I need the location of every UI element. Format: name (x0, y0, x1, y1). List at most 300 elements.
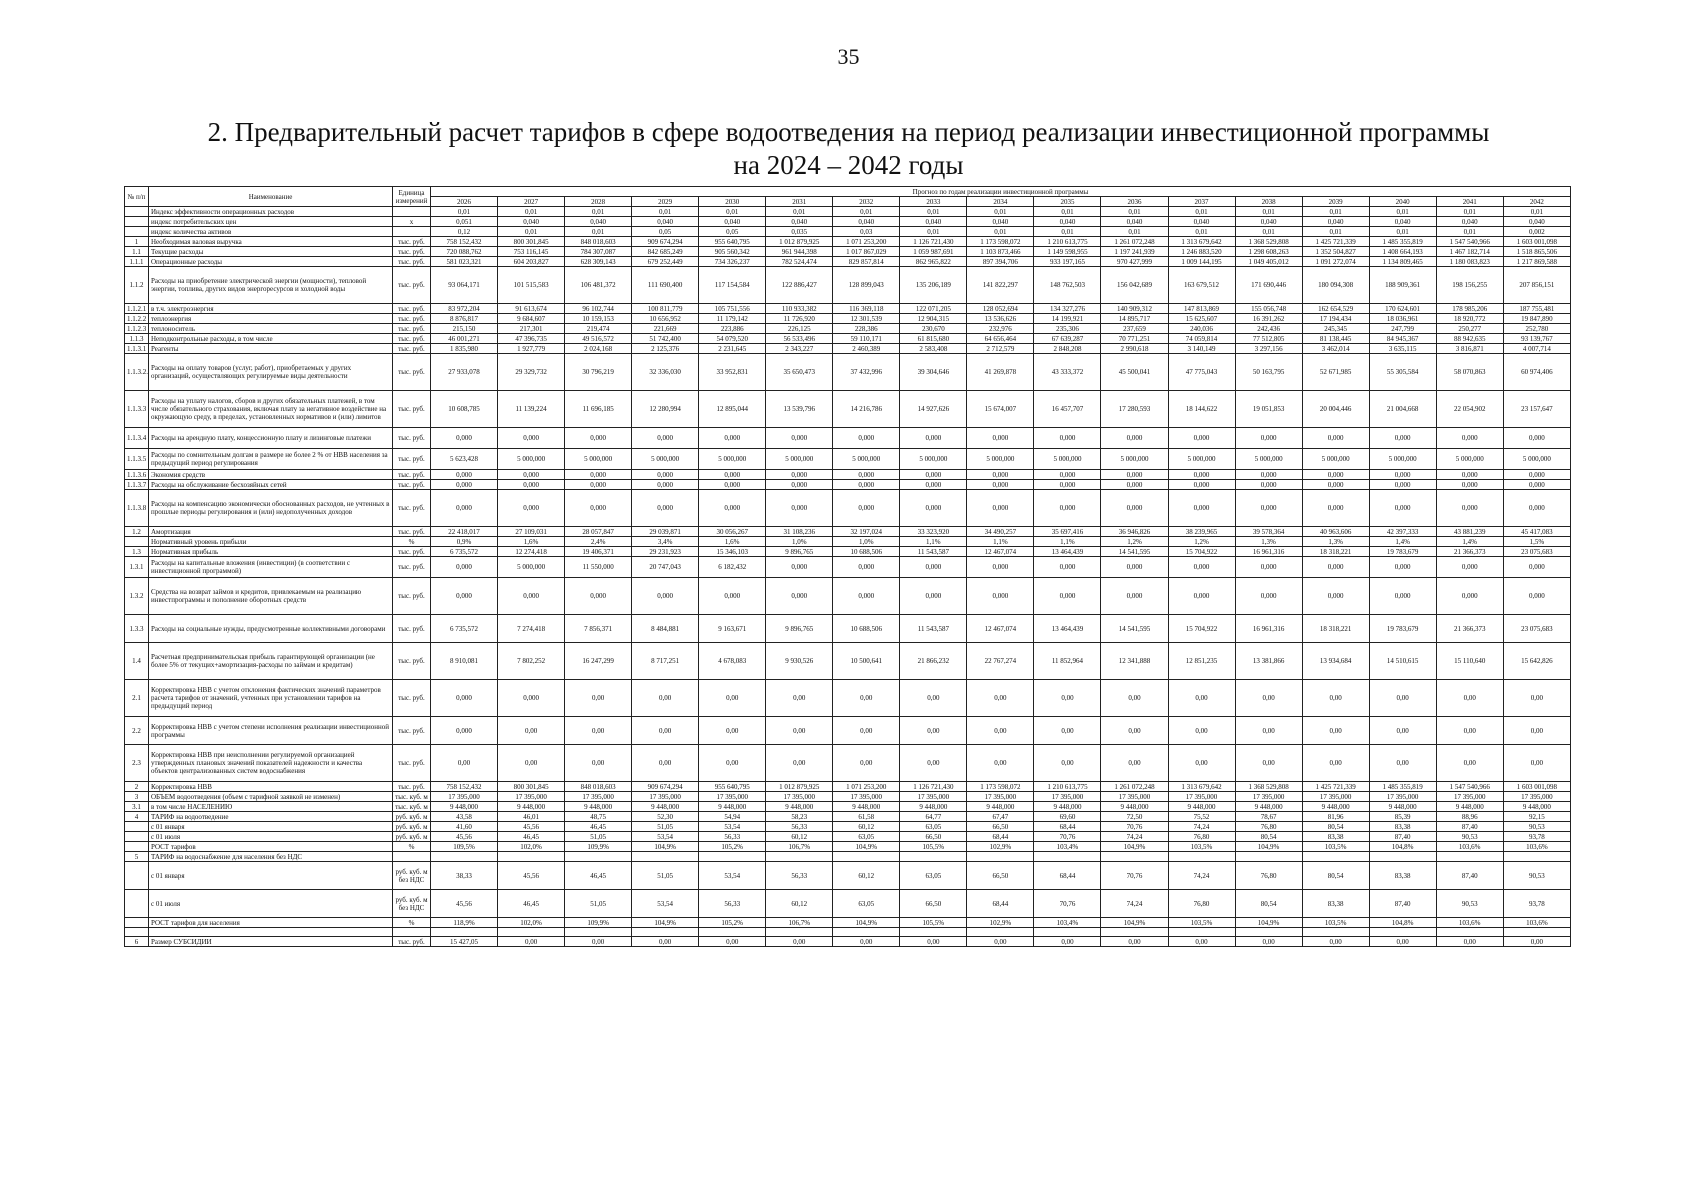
value-cell: 2,4% (565, 537, 632, 547)
table-row (125, 428, 1571, 449)
value-cell: 0,00 (1369, 745, 1436, 782)
row-unit: тыс. руб. (393, 480, 431, 490)
value-cell: 800 301,845 (498, 782, 565, 792)
value-cell: 66,50 (900, 890, 967, 918)
value-cell: 0,000 (498, 578, 565, 615)
value-cell: 9 448,000 (967, 802, 1034, 812)
value-cell: 0,000 (900, 428, 967, 449)
value-cell: 17 395,000 (766, 792, 833, 802)
value-cell (1235, 852, 1302, 862)
row-number (125, 207, 149, 217)
value-cell: 6 735,572 (431, 547, 498, 557)
row-number: 1.1.3.7 (125, 480, 149, 490)
value-cell: 0,000 (632, 490, 699, 527)
row-name: Амортизация (149, 527, 393, 537)
value-cell: 45,56 (431, 832, 498, 842)
value-cell: 15 642,826 (1503, 643, 1570, 680)
header-year: 2027 (498, 197, 565, 207)
row-unit (393, 227, 431, 237)
value-cell: 33 952,831 (699, 354, 766, 391)
value-cell: 0,01 (1101, 207, 1168, 217)
value-cell: 68,44 (967, 890, 1034, 918)
table-row (125, 822, 1571, 832)
value-cell: 0,01 (1034, 227, 1101, 237)
value-cell: 0,000 (565, 428, 632, 449)
row-name: Текущие расходы (149, 247, 393, 257)
value-cell: 0,000 (1034, 490, 1101, 527)
value-cell: 1 547 540,966 (1436, 782, 1503, 792)
value-cell: 1 217 869,588 (1503, 257, 1570, 267)
value-cell: 104,8% (1369, 918, 1436, 928)
value-cell: 21 866,232 (900, 643, 967, 680)
value-cell: 0,040 (766, 217, 833, 227)
row-number: 1.1.3.6 (125, 470, 149, 480)
value-cell: 22 418,017 (431, 527, 498, 537)
value-cell: 104,9% (833, 842, 900, 852)
value-cell: 0,000 (967, 490, 1034, 527)
value-cell: 10 159,153 (565, 314, 632, 324)
row-name: ОБЪЕМ водоотведения (объем с тарифной заявкой не изменен) (149, 792, 393, 802)
value-cell: 70,76 (1101, 822, 1168, 832)
value-cell: 0,00 (900, 745, 967, 782)
value-cell: 63,05 (833, 890, 900, 918)
row-name: Реагенты (149, 344, 393, 354)
value-cell (565, 928, 632, 937)
value-cell: 0,000 (1101, 490, 1168, 527)
value-cell: 0,000 (1235, 557, 1302, 578)
value-cell: 0,000 (1034, 578, 1101, 615)
value-cell: 17 395,000 (1034, 792, 1101, 802)
value-cell: 720 088,762 (431, 247, 498, 257)
value-cell: 0,000 (699, 578, 766, 615)
value-cell: 198 156,255 (1436, 267, 1503, 304)
value-cell: 232,976 (967, 324, 1034, 334)
row-number (125, 890, 149, 918)
value-cell: 128 052,694 (967, 304, 1034, 314)
value-cell: 0,00 (1369, 717, 1436, 745)
value-cell: 0,00 (632, 937, 699, 947)
value-cell: 17 395,000 (431, 792, 498, 802)
value-cell: 0,00 (1235, 937, 1302, 947)
value-cell: 60,12 (833, 862, 900, 890)
value-cell: 0,000 (699, 470, 766, 480)
value-cell: 0,000 (565, 480, 632, 490)
row-name: в том числе НАСЕЛЕНИЮ (149, 802, 393, 812)
value-cell: 13 464,439 (1034, 547, 1101, 557)
value-cell: 0,000 (1436, 470, 1503, 480)
value-cell: 0,000 (833, 470, 900, 480)
value-cell: 68,44 (967, 832, 1034, 842)
value-cell: 9 448,000 (431, 802, 498, 812)
row-unit: тыс. руб. (393, 257, 431, 267)
row-unit: тыс. руб. (393, 354, 431, 391)
row-unit: тыс. руб. (393, 578, 431, 615)
row-name: индекс количества активов (149, 227, 393, 237)
value-cell: 0,12 (431, 227, 498, 237)
value-cell: 102,9% (967, 842, 1034, 852)
title-line-1: 2. Предварительный расчет тарифов в сфере водоотведения на период реализации инвестиционной программы (207, 117, 1490, 147)
value-cell: 54,94 (699, 812, 766, 822)
value-cell: 117 154,584 (699, 267, 766, 304)
value-cell: 1 261 072,248 (1101, 237, 1168, 247)
value-cell: 53,54 (699, 862, 766, 890)
value-cell (632, 928, 699, 937)
value-cell: 0,01 (565, 227, 632, 237)
value-cell: 163 679,512 (1168, 267, 1235, 304)
value-cell: 0,000 (1101, 428, 1168, 449)
table-row (125, 842, 1571, 852)
value-cell: 16 961,316 (1235, 615, 1302, 643)
value-cell: 134 327,276 (1034, 304, 1101, 314)
value-cell: 829 857,814 (833, 257, 900, 267)
value-cell: 103,6% (1436, 918, 1503, 928)
table-row (125, 354, 1571, 391)
value-cell: 240,036 (1168, 324, 1235, 334)
value-cell: 63,05 (900, 862, 967, 890)
value-cell: 17 395,000 (900, 792, 967, 802)
value-cell: 0,000 (565, 490, 632, 527)
value-cell: 0,000 (900, 470, 967, 480)
value-cell: 0,00 (1503, 937, 1570, 947)
value-cell (1034, 928, 1101, 937)
header-year: 2041 (1436, 197, 1503, 207)
value-cell: 0,000 (1302, 578, 1369, 615)
value-cell: 105,5% (900, 918, 967, 928)
table-row (125, 527, 1571, 537)
value-cell: 45,56 (431, 890, 498, 918)
value-cell: 12 274,418 (498, 547, 565, 557)
value-cell: 0,000 (1369, 480, 1436, 490)
value-cell: 1 173 598,072 (967, 237, 1034, 247)
value-cell (498, 852, 565, 862)
row-unit: тыс. руб. (393, 314, 431, 324)
value-cell: 122 071,205 (900, 304, 967, 314)
value-cell: 1,6% (699, 537, 766, 547)
value-cell: 581 023,321 (431, 257, 498, 267)
value-cell: 0,00 (833, 680, 900, 717)
value-cell: 0,000 (1168, 578, 1235, 615)
value-cell: 88,96 (1436, 812, 1503, 822)
value-cell: 9 448,000 (900, 802, 967, 812)
value-cell: 9 684,607 (498, 314, 565, 324)
value-cell: 0,00 (1436, 680, 1503, 717)
value-cell: 106 481,372 (565, 267, 632, 304)
value-cell: 4 007,714 (1503, 344, 1570, 354)
table-row (125, 547, 1571, 557)
value-cell: 0,01 (431, 207, 498, 217)
value-cell: 0,01 (1369, 207, 1436, 217)
table-row (125, 391, 1571, 428)
value-cell: 31 108,236 (766, 527, 833, 537)
row-name: Расходы на капитальные вложения (инвестиции) (в соответствии с инвестиционной программой) (149, 557, 393, 578)
value-cell: 17 395,000 (1168, 792, 1235, 802)
value-cell: 9 448,000 (1168, 802, 1235, 812)
value-cell: 56,33 (699, 832, 766, 842)
value-cell: 29 231,923 (632, 547, 699, 557)
value-cell (833, 928, 900, 937)
value-cell: 221,669 (632, 324, 699, 334)
value-cell: 32 336,030 (632, 354, 699, 391)
value-cell: 5 000,000 (498, 449, 565, 470)
value-cell: 187 755,481 (1503, 304, 1570, 314)
row-number: 2.2 (125, 717, 149, 745)
value-cell (1034, 852, 1101, 862)
value-cell: 75,52 (1168, 812, 1235, 822)
value-cell: 9 448,000 (498, 802, 565, 812)
row-number: 2.1 (125, 680, 149, 717)
value-cell: 0,00 (1302, 937, 1369, 947)
value-cell: 0,000 (565, 578, 632, 615)
value-cell: 1,3% (1235, 537, 1302, 547)
value-cell: 7 802,252 (498, 643, 565, 680)
value-cell: 12 301,539 (833, 314, 900, 324)
row-unit: тыс. руб. (393, 391, 431, 428)
value-cell: 84 945,367 (1369, 334, 1436, 344)
value-cell: 0,000 (766, 578, 833, 615)
value-cell: 48,75 (565, 812, 632, 822)
value-cell: 10 688,506 (833, 547, 900, 557)
value-cell: 30 796,219 (565, 354, 632, 391)
value-cell: 0,000 (1369, 470, 1436, 480)
value-cell: 1 210 613,775 (1034, 782, 1101, 792)
value-cell: 22 054,902 (1436, 391, 1503, 428)
value-cell: 104,9% (1235, 842, 1302, 852)
value-cell: 0,000 (1436, 578, 1503, 615)
value-cell: 247,799 (1369, 324, 1436, 334)
value-cell: 0,040 (1302, 217, 1369, 227)
row-name: с 01 января (149, 862, 393, 890)
value-cell: 1 246 883,520 (1168, 247, 1235, 257)
value-cell: 51 742,400 (632, 334, 699, 344)
row-name: Расходы на социальные нужды, предусмотренные коллективными договорами (149, 615, 393, 643)
value-cell: 0,01 (967, 207, 1034, 217)
value-cell: 77 512,805 (1235, 334, 1302, 344)
table-row (125, 615, 1571, 643)
value-cell: 67 639,287 (1034, 334, 1101, 344)
row-name: Экономия средств (149, 470, 393, 480)
value-cell (1503, 852, 1570, 862)
value-cell: 753 116,145 (498, 247, 565, 257)
value-cell: 60,12 (766, 832, 833, 842)
value-cell: 970 427,999 (1101, 257, 1168, 267)
value-cell: 15 110,640 (1436, 643, 1503, 680)
header-year: 2030 (699, 197, 766, 207)
value-cell: 46,45 (498, 832, 565, 842)
value-cell: 235,306 (1034, 324, 1101, 334)
value-cell: 0,00 (699, 937, 766, 947)
row-name: Расходы на приобретение электрической энергии (мощности), тепловой энергии, топлива, других видов энергоресурсов и холодной воды (149, 267, 393, 304)
value-cell: 0,00 (699, 745, 766, 782)
value-cell: 9 448,000 (1034, 802, 1101, 812)
value-cell: 230,670 (900, 324, 967, 334)
row-number: 1.3.2 (125, 578, 149, 615)
value-cell: 0,000 (1168, 557, 1235, 578)
value-cell: 0,040 (1369, 217, 1436, 227)
value-cell: 32 197,024 (833, 527, 900, 537)
value-cell: 170 624,601 (1369, 304, 1436, 314)
value-cell: 148 762,503 (1034, 267, 1101, 304)
table-row (125, 314, 1571, 324)
value-cell: 56,33 (766, 822, 833, 832)
value-cell: 80,54 (1302, 822, 1369, 832)
value-cell: 1 368 529,808 (1235, 237, 1302, 247)
value-cell: 0,01 (498, 227, 565, 237)
value-cell: 18 318,221 (1302, 547, 1369, 557)
value-cell: 106,7% (766, 918, 833, 928)
value-cell: 8 910,081 (431, 643, 498, 680)
value-cell: 16 391,262 (1235, 314, 1302, 324)
row-name: с 01 июля (149, 890, 393, 918)
value-cell (1168, 852, 1235, 862)
value-cell: 156 042,689 (1101, 267, 1168, 304)
row-number: 1.1.2.1 (125, 304, 149, 314)
value-cell: 56,33 (766, 862, 833, 890)
value-cell: 0,00 (833, 937, 900, 947)
table-row (125, 782, 1571, 792)
value-cell: 5 000,000 (1034, 449, 1101, 470)
value-cell: 41 269,878 (967, 354, 1034, 391)
value-cell: 70,76 (1034, 832, 1101, 842)
value-cell: 0,00 (1235, 680, 1302, 717)
value-cell (900, 928, 967, 937)
value-cell (1503, 928, 1570, 937)
value-cell: 45 500,041 (1101, 354, 1168, 391)
table-row (125, 537, 1571, 547)
row-name: Расходы на обслуживание бесхозяйных сетей (149, 480, 393, 490)
value-cell: 0,00 (632, 745, 699, 782)
row-name: Индекс эффективности операционных расходов (149, 207, 393, 217)
value-cell: 0,000 (431, 680, 498, 717)
value-cell: 0,000 (967, 480, 1034, 490)
value-cell: 13 934,684 (1302, 643, 1369, 680)
value-cell: 5 000,000 (498, 557, 565, 578)
value-cell: 45,56 (498, 822, 565, 832)
row-number (125, 537, 149, 547)
row-name: РОСТ тарифов для населения (149, 918, 393, 928)
value-cell (431, 928, 498, 937)
value-cell: 0,000 (632, 428, 699, 449)
value-cell: 13 381,866 (1235, 643, 1302, 680)
value-cell: 0,000 (1302, 428, 1369, 449)
value-cell: 105,5% (900, 842, 967, 852)
value-cell: 39 304,646 (900, 354, 967, 391)
row-number (125, 842, 149, 852)
value-cell (833, 852, 900, 862)
value-cell: 0,040 (1503, 217, 1570, 227)
value-cell: 92,15 (1503, 812, 1570, 822)
value-cell: 15 625,607 (1168, 314, 1235, 324)
row-number: 1.1.1 (125, 257, 149, 267)
value-cell: 0,00 (1503, 717, 1570, 745)
value-cell: 91 613,674 (498, 304, 565, 314)
value-cell: 0,00 (1101, 745, 1168, 782)
value-cell: 93,78 (1503, 890, 1570, 918)
row-number: 1.1.3.3 (125, 391, 149, 428)
value-cell (1101, 928, 1168, 937)
value-cell: 0,000 (1503, 578, 1570, 615)
table-row (125, 324, 1571, 334)
value-cell: 17 194,434 (1302, 314, 1369, 324)
row-unit: руб. куб. м (393, 832, 431, 842)
value-cell: 11 543,587 (900, 547, 967, 557)
value-cell: 52 671,985 (1302, 354, 1369, 391)
value-cell: 13 539,796 (766, 391, 833, 428)
value-cell: 0,00 (766, 680, 833, 717)
value-cell: 9 448,000 (1369, 802, 1436, 812)
value-cell: 68,44 (1034, 862, 1101, 890)
value-cell: 64 656,464 (967, 334, 1034, 344)
row-number: 3 (125, 792, 149, 802)
value-cell: 51,05 (565, 890, 632, 918)
value-cell: 1 425 721,339 (1302, 782, 1369, 792)
value-cell (699, 928, 766, 937)
value-cell: 103,4% (1034, 842, 1101, 852)
value-cell: 0,01 (900, 227, 967, 237)
value-cell: 0,040 (1436, 217, 1503, 227)
value-cell: 0,000 (431, 557, 498, 578)
value-cell (1302, 928, 1369, 937)
value-cell: 1 603 001,098 (1503, 782, 1570, 792)
value-cell: 21 366,373 (1436, 615, 1503, 643)
row-unit: тыс. руб. (393, 304, 431, 314)
row-number: 1.1.2.2 (125, 314, 149, 324)
header-forecast: Прогноз по годам реализации инвестиционной программы (431, 187, 1571, 197)
row-name: Операционные расходы (149, 257, 393, 267)
value-cell: 11 550,000 (565, 557, 632, 578)
tariff-table-container (124, 186, 1571, 947)
value-cell: 9 448,000 (1235, 802, 1302, 812)
value-cell: 1 103 873,466 (967, 247, 1034, 257)
value-cell: 19 051,853 (1235, 391, 1302, 428)
value-cell: 242,436 (1235, 324, 1302, 334)
table-row (125, 470, 1571, 480)
value-cell: 54 079,520 (699, 334, 766, 344)
value-cell: 18 144,622 (1168, 391, 1235, 428)
value-cell: 5 000,000 (1235, 449, 1302, 470)
value-cell: 0,000 (632, 578, 699, 615)
value-cell: 56,33 (699, 890, 766, 918)
row-number: 1.1.3.2. (125, 354, 149, 391)
value-cell: 0,00 (565, 745, 632, 782)
table-row (125, 557, 1571, 578)
value-cell: 12 851,235 (1168, 643, 1235, 680)
row-unit: % (393, 537, 431, 547)
value-cell: 905 560,342 (699, 247, 766, 257)
value-cell: 0,00 (1101, 680, 1168, 717)
row-name: Неподконтрольные расходы, в том числе (149, 334, 393, 344)
row-name: в т.ч. электроэнергия (149, 304, 393, 314)
value-cell: 90,53 (1436, 832, 1503, 842)
value-cell: 2 343,227 (766, 344, 833, 354)
value-cell: 0,00 (1168, 717, 1235, 745)
value-cell: 0,000 (498, 490, 565, 527)
value-cell: 104,9% (632, 842, 699, 852)
value-cell: 0,00 (967, 745, 1034, 782)
value-cell: 72,50 (1101, 812, 1168, 822)
table-row (125, 578, 1571, 615)
value-cell: 40 963,606 (1302, 527, 1369, 537)
value-cell: 122 886,427 (766, 267, 833, 304)
value-cell: 83,38 (1302, 832, 1369, 842)
value-cell: 2 848,208 (1034, 344, 1101, 354)
value-cell: 17 395,000 (1436, 792, 1503, 802)
table-row (125, 928, 1571, 937)
value-cell: 76,80 (1235, 822, 1302, 832)
value-cell: 0,000 (1302, 557, 1369, 578)
value-cell: 118,9% (431, 918, 498, 928)
row-name (149, 928, 393, 937)
value-cell: 5 000,000 (1436, 449, 1503, 470)
